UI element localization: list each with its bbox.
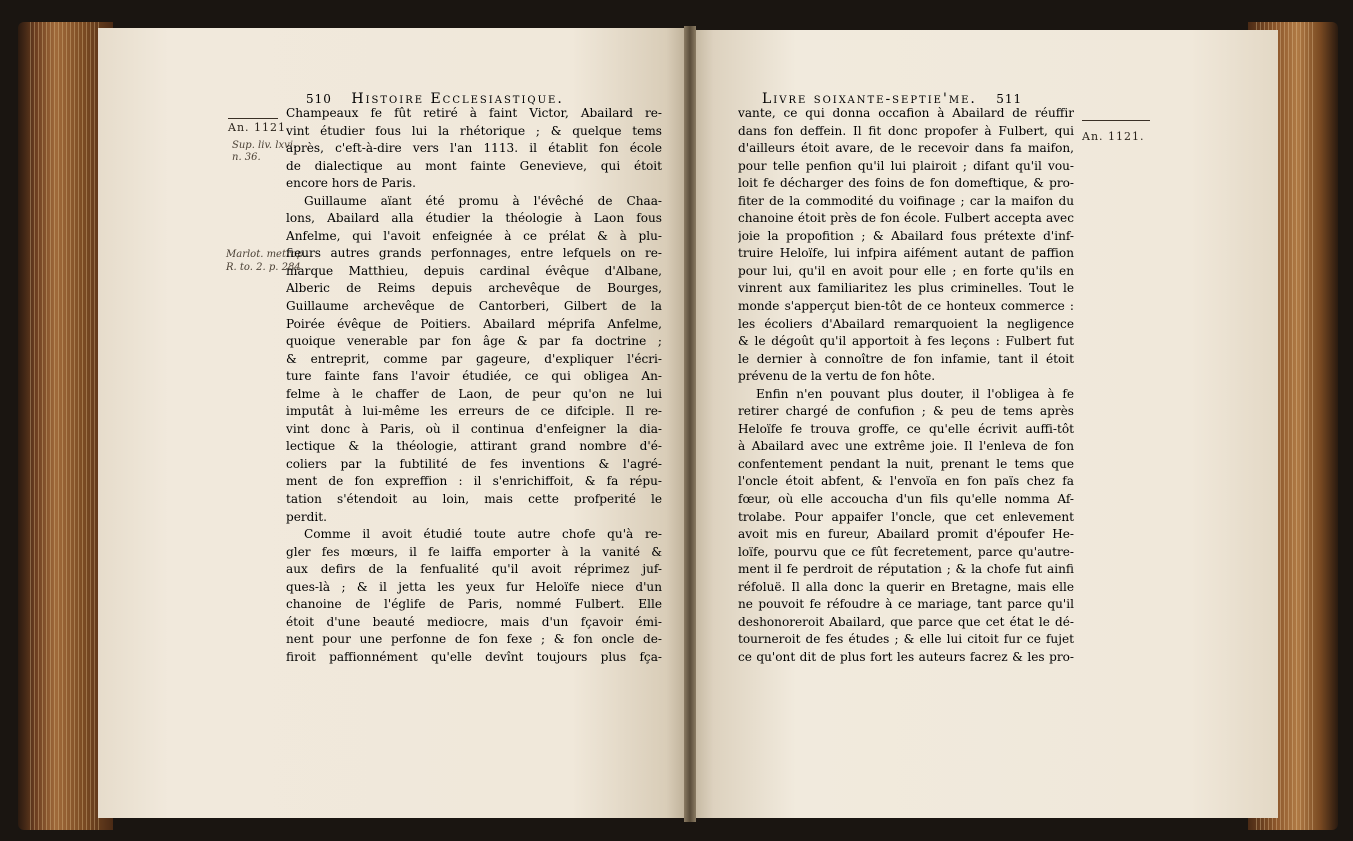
text-line: à Abailard avec une extrême joie. Il l'enleva de fon [738, 439, 1074, 454]
text-line: truire Heloïfe, lui infpira aifément autant de paffion [738, 246, 1074, 261]
text-line: perdit. [286, 509, 327, 524]
right-margin-year: An. 1121. [1082, 130, 1145, 143]
left-margin-ref-1: Sup. liv. lxvi. [232, 140, 297, 151]
text-line: lectique & la théologie, attirant grand nombre d'é- [286, 439, 662, 454]
right-running-title: Livre soixante-septie'me. [762, 91, 977, 107]
left-margin-ref-2: Marlot. metrop. [226, 249, 307, 260]
text-line: ment de fon expreffion : il s'enrichiffoit, & fa répu- [286, 474, 662, 489]
text-line: fœur, où elle accoucha d'un fils qu'elle nomma Af- [738, 492, 1074, 507]
text-line: pour telle penfion qu'il lui plairoit ; difant qu'il vou- [738, 158, 1074, 173]
text-line: nent pour une perfonne de fon fexe ; & fon oncle de- [286, 632, 662, 647]
text-line: vint donc à Paris, où il continua d'enfeigner la dia- [286, 421, 662, 436]
text-line: l'oncle étoit abfent, & l'envoïa en fon païs chez fa [738, 474, 1074, 489]
text-line: de dialectique au mont fainte Genevieve, qui étoit [286, 158, 662, 173]
text-line: deshonoreroit Abailard, que parce que cet état le dé- [738, 614, 1074, 629]
left-running-title: Histoire Ecclesiastique. [351, 91, 564, 107]
text-line: d'ailleurs étoit avare, de le recevoir dans fa maifon, [738, 141, 1074, 156]
text-line: lons, Abailard alla étudier la théologie à Laon fous [286, 211, 662, 226]
text-line: ques-là ; & il jetta les yeux fur Heloïfe niece d'un [286, 579, 662, 594]
text-line: gler fes mœurs, il fe laiffa emporter à la vanité & [286, 544, 662, 559]
text-line: loit fe décharger des foins de fon domeftique, & pro- [738, 176, 1074, 191]
text-line: ne pouvoit fe réfoudre à ce mariage, tant parce qu'il [738, 597, 1074, 612]
text-line: coliers par la fubtilité de fes inventions & l'agré- [286, 456, 662, 471]
text-line: prévenu de la vertu de fon hôte. [738, 369, 936, 384]
text-line: Comme il avoit étudié toute autre chofe qu'à re- [304, 527, 662, 542]
left-margin-ref-2b: R. to. 2. p. 284. [226, 262, 304, 273]
text-line: Anfelme, qui l'avoit enfeignée à ce prélat & à plu- [286, 228, 662, 243]
text-line: ture fainte fans l'avoir étudiée, ce qui obligea An- [286, 369, 662, 384]
text-line: Alberic de Reims depuis archevêque de Bourges, [286, 281, 662, 296]
text-line: monde s'apperçut bien-tôt de ce honteux commerce : [738, 299, 1074, 314]
text-line: retirer chargé de confufion ; & peu de tems après [738, 404, 1074, 419]
book-gutter [684, 26, 696, 822]
text-line: quoique venerable par fon âge & par fa doctrine ; [286, 334, 662, 349]
left-margin-year: An. 1121. [228, 121, 291, 134]
text-line: dans fon deffein. Il fit donc propofer à Fulbert, qui [738, 123, 1074, 138]
text-line: imputât à lui-même les erreurs de ce difciple. Il re- [286, 404, 662, 419]
text-line: les écoliers d'Abailard remarquoient la negligence [738, 316, 1074, 331]
text-line: vinrent aux familiaritez les plus criminelles. Tout le [738, 281, 1074, 296]
text-line: Poirée évêque de Poitiers. Abailard méprifa Anfelme, [286, 316, 662, 331]
text-line: pour lui, qu'il en avoit pour elle ; en forte qu'ils en [738, 263, 1074, 278]
left-body-text [286, 105, 662, 667]
right-page-number: 511 [996, 92, 1023, 106]
right-margin-rule [1082, 120, 1150, 121]
text-line: Heloïfe fe trouva groffe, ce qu'elle écrivit auffi-tôt [738, 421, 1074, 436]
text-line: après, c'eft-à-dire vers l'an 1113. il établit fon école [286, 141, 662, 156]
text-line: & le dégoût qu'il apportoit à fes leçons : Fulbert fut [738, 334, 1074, 349]
text-line: Guillaume aïant été promu à l'évêché de Chaa- [304, 193, 662, 208]
text-line: Enfin n'en pouvant plus douter, il l'obligea à fe [756, 386, 1074, 401]
text-line: chanoine étoit près de fon école. Fulbert accepta avec [738, 211, 1074, 226]
text-line: aux defirs de la fenfualité qu'il avoit réprimez juf- [286, 562, 662, 577]
left-margin-ref-1b: n. 36. [232, 152, 261, 163]
text-line: Guillaume archevêque de Cantorberi, Gilbert de la [286, 299, 662, 314]
text-line: firoit paffionnément qu'elle devînt toujours plus fça- [286, 649, 662, 664]
text-line: fiter de la commodité du voifinage ; car la maifon du [738, 193, 1074, 208]
text-line: chanoine de l'églife de Paris, nommé Fulbert. Elle [286, 597, 662, 612]
text-line: confentement pendant la nuit, prenant le tems que [738, 456, 1074, 471]
text-line: vante, ce qui donna occafion à Abailard de réuffir [738, 106, 1074, 120]
text-line: joie la propofition ; & Abailard fous prétexte d'inf- [738, 228, 1074, 243]
right-body-text [738, 105, 1074, 667]
text-line: ce qu'ont dit de plus fort les auteurs facrez & les pro- [738, 649, 1074, 664]
text-line: Champeaux fe fût retiré à faint Victor, Abailard re- [286, 106, 662, 120]
text-line: étoit d'une beauté mediocre, mais d'un fçavoir émi- [286, 614, 662, 629]
text-line: avoit mis en fureur, Abailard promit d'époufer He- [738, 527, 1074, 542]
text-line: felme à le chaffer de Laon, de peur qu'on ne lui [286, 386, 662, 401]
text-line: tation s'étendoit au loin, mais cette profperité le [286, 492, 662, 507]
text-line: fieurs autres grands perfonnages, entre lefquels on re- [286, 246, 662, 261]
text-line: réfoluë. Il alla donc la querir en Bretagne, mais elle [738, 579, 1074, 594]
text-line: vint étudier fous lui la rhétorique ; & quelque tems [286, 123, 662, 138]
left-page-edge-lines [30, 22, 100, 830]
text-line: loïfe, pourvu que ce fût fecretement, parce qu'autre- [738, 544, 1074, 559]
text-line: marque Matthieu, depuis cardinal évêque d'Albane, [286, 263, 662, 278]
text-line: ment il fe perdroit de réputation ; & la chofe fut ainfi [738, 562, 1074, 577]
text-line: tourneroit de fes études ; & elle lui citoit fur ce fujet [738, 632, 1074, 647]
text-line: le dernier à connoître de fon infamie, tant il étoit [738, 351, 1074, 366]
text-line: & entreprit, comme par gageure, d'expliquer l'écri- [286, 351, 662, 366]
text-line: encore hors de Paris. [286, 176, 416, 191]
left-margin-rule [228, 118, 278, 119]
text-line: trolabe. Pour appaifer l'oncle, que cet enlevement [738, 509, 1074, 524]
left-page-number: 510 [306, 92, 332, 106]
